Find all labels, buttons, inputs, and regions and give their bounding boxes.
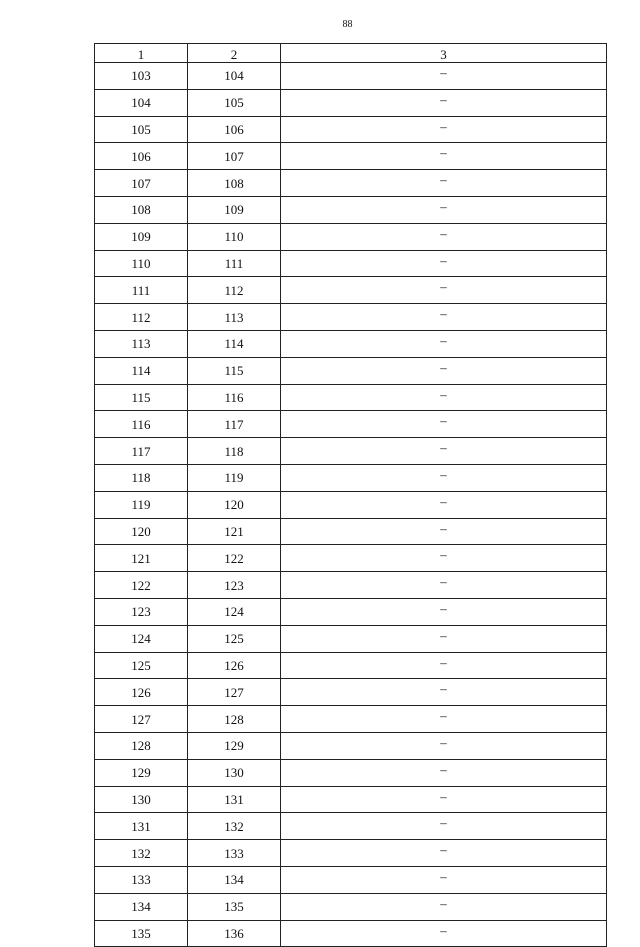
table-row <box>95 438 607 465</box>
table-row <box>95 679 607 706</box>
table-row <box>95 652 607 679</box>
table-cell-col-3: – <box>281 357 607 384</box>
table-cell-col-3: – <box>281 63 607 90</box>
table-cell-col-3: – <box>281 143 607 170</box>
table-row <box>95 572 607 599</box>
table-cell-col-2: 135 <box>188 893 281 920</box>
table-cell-col-1: 108 <box>95 196 188 223</box>
table-cell-col-3: – <box>281 491 607 518</box>
table-row <box>95 706 607 733</box>
table-cell-col-1: 131 <box>95 813 188 840</box>
table-cell-col-2: 108 <box>188 170 281 197</box>
table-cell-col-3: – <box>281 706 607 733</box>
table-cell-col-2: 105 <box>188 89 281 116</box>
table-cell-col-1: 128 <box>95 732 188 759</box>
table-row <box>95 464 607 491</box>
table-cell-col-1: 121 <box>95 545 188 572</box>
table-cell-col-1: 134 <box>95 893 188 920</box>
table-cell-col-3: – <box>281 759 607 786</box>
table-cell-col-2: 114 <box>188 330 281 357</box>
column-header-3: 3 <box>281 44 607 63</box>
data-table <box>94 43 607 947</box>
table-cell-col-2: 132 <box>188 813 281 840</box>
table-cell-col-3: – <box>281 223 607 250</box>
table-cell-col-2: 122 <box>188 545 281 572</box>
table-cell-col-2: 118 <box>188 438 281 465</box>
table-cell-col-1: 132 <box>95 840 188 867</box>
table-cell-col-1: 130 <box>95 786 188 813</box>
column-header-1: 1 <box>95 44 188 63</box>
table-cell-col-3: – <box>281 625 607 652</box>
table-cell-col-3: – <box>281 813 607 840</box>
table-cell-col-3: – <box>281 330 607 357</box>
table-cell-col-3: – <box>281 464 607 491</box>
table-cell-col-2: 133 <box>188 840 281 867</box>
table-cell-col-1: 129 <box>95 759 188 786</box>
table-cell-col-3: – <box>281 250 607 277</box>
table-cell-col-1: 127 <box>95 706 188 733</box>
table-row <box>95 223 607 250</box>
table-cell-col-3: – <box>281 277 607 304</box>
table-header-row <box>95 44 607 63</box>
table-cell-col-3: – <box>281 786 607 813</box>
table-cell-col-2: 123 <box>188 572 281 599</box>
table-cell-col-2: 107 <box>188 143 281 170</box>
table-row <box>95 840 607 867</box>
table-row <box>95 357 607 384</box>
table-cell-col-1: 125 <box>95 652 188 679</box>
table-cell-col-2: 116 <box>188 384 281 411</box>
table-cell-col-3: – <box>281 893 607 920</box>
table-cell-col-2: 121 <box>188 518 281 545</box>
table-row <box>95 143 607 170</box>
table-cell-col-2: 112 <box>188 277 281 304</box>
table-cell-col-3: – <box>281 89 607 116</box>
table-cell-col-2: 104 <box>188 63 281 90</box>
table-cell-col-2: 117 <box>188 411 281 438</box>
table-cell-col-1: 118 <box>95 464 188 491</box>
table-cell-col-1: 116 <box>95 411 188 438</box>
table-cell-col-3: – <box>281 116 607 143</box>
table-cell-col-2: 131 <box>188 786 281 813</box>
table-cell-col-2: 134 <box>188 866 281 893</box>
table-row <box>95 277 607 304</box>
table-cell-col-1: 133 <box>95 866 188 893</box>
table-cell-col-1: 124 <box>95 625 188 652</box>
table-cell-col-1: 117 <box>95 438 188 465</box>
table-row <box>95 170 607 197</box>
table-row <box>95 384 607 411</box>
table-row <box>95 491 607 518</box>
table-cell-col-1: 120 <box>95 518 188 545</box>
table-cell-col-1: 109 <box>95 223 188 250</box>
table-cell-col-1: 122 <box>95 572 188 599</box>
table-cell-col-2: 127 <box>188 679 281 706</box>
table-cell-col-2: 119 <box>188 464 281 491</box>
table-row <box>95 866 607 893</box>
table-cell-col-3: – <box>281 411 607 438</box>
table-cell-col-2: 106 <box>188 116 281 143</box>
table-cell-col-3: – <box>281 840 607 867</box>
table-cell-col-1: 106 <box>95 143 188 170</box>
table-cell-col-3: – <box>281 866 607 893</box>
table-cell-col-1: 103 <box>95 63 188 90</box>
table-cell-col-1: 114 <box>95 357 188 384</box>
table-cell-col-3: – <box>281 679 607 706</box>
table-cell-col-2: 115 <box>188 357 281 384</box>
table-row <box>95 250 607 277</box>
table-row <box>95 304 607 331</box>
table-cell-col-3: – <box>281 572 607 599</box>
table-cell-col-3: – <box>281 545 607 572</box>
table-body <box>95 63 607 947</box>
table-row <box>95 920 607 947</box>
table-cell-col-2: 128 <box>188 706 281 733</box>
table-row <box>95 786 607 813</box>
table-row <box>95 89 607 116</box>
table-cell-col-3: – <box>281 920 607 947</box>
table-row <box>95 759 607 786</box>
table-row <box>95 598 607 625</box>
table-row <box>95 330 607 357</box>
table-cell-col-2: 125 <box>188 625 281 652</box>
table-row <box>95 518 607 545</box>
table-cell-col-1: 110 <box>95 250 188 277</box>
table-row <box>95 893 607 920</box>
table-cell-col-3: – <box>281 196 607 223</box>
table-cell-col-2: 113 <box>188 304 281 331</box>
table-cell-col-2: 120 <box>188 491 281 518</box>
table-row <box>95 196 607 223</box>
table-row <box>95 813 607 840</box>
table-row <box>95 116 607 143</box>
table-cell-col-1: 105 <box>95 116 188 143</box>
table-cell-col-2: 136 <box>188 920 281 947</box>
table-cell-col-1: 104 <box>95 89 188 116</box>
table-cell-col-1: 123 <box>95 598 188 625</box>
column-header-2: 2 <box>188 44 281 63</box>
table-cell-col-3: – <box>281 598 607 625</box>
table-cell-col-1: 111 <box>95 277 188 304</box>
page-number: 88 <box>342 19 353 30</box>
table-cell-col-2: 124 <box>188 598 281 625</box>
table-row <box>95 63 607 90</box>
table-cell-col-1: 107 <box>95 170 188 197</box>
table-cell-col-1: 113 <box>95 330 188 357</box>
table-cell-col-2: 111 <box>188 250 281 277</box>
table-cell-col-2: 109 <box>188 196 281 223</box>
table-cell-col-2: 129 <box>188 732 281 759</box>
table-cell-col-3: – <box>281 170 607 197</box>
table-row <box>95 625 607 652</box>
table-cell-col-2: 126 <box>188 652 281 679</box>
table-cell-col-3: – <box>281 438 607 465</box>
table-cell-col-3: – <box>281 384 607 411</box>
table-cell-col-1: 126 <box>95 679 188 706</box>
table-cell-col-3: – <box>281 652 607 679</box>
table-row <box>95 732 607 759</box>
table-cell-col-3: – <box>281 732 607 759</box>
table-cell-col-3: – <box>281 304 607 331</box>
table-cell-col-3: – <box>281 518 607 545</box>
table-row <box>95 411 607 438</box>
table-cell-col-2: 110 <box>188 223 281 250</box>
table-row <box>95 545 607 572</box>
table-cell-col-1: 135 <box>95 920 188 947</box>
table-cell-col-1: 115 <box>95 384 188 411</box>
table-cell-col-1: 119 <box>95 491 188 518</box>
table-cell-col-2: 130 <box>188 759 281 786</box>
table-cell-col-1: 112 <box>95 304 188 331</box>
